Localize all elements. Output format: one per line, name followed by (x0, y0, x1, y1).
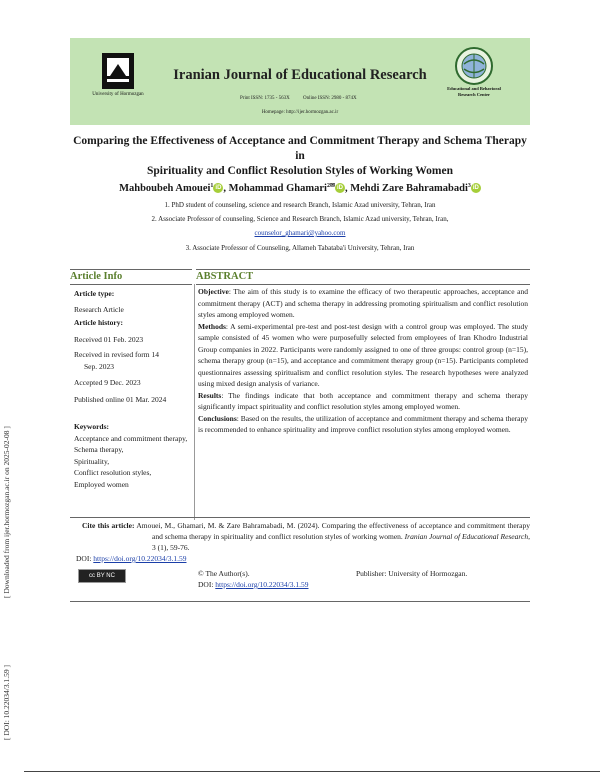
orcid-icon[interactable]: iD (472, 185, 479, 191)
center-name-line1: Educational and Behavioral (447, 86, 501, 91)
citation-text: Cite this article: Amouei, M., Ghamari, M. & Zare Bahramabadi, M. (2024). Comparing the effectiveness of acceptance and commitment therapy and schema therapy in spirituality and conflict resolution styles of working women. Iranian Journal of Educational Research, 3 (1), 59-76. (82, 521, 530, 552)
university-name: University of Hormozgan (92, 92, 144, 97)
keyword-item: Conflict resolution styles, (74, 468, 152, 477)
journal-header (70, 38, 530, 125)
citation-doi: DOI: https://doi.org/10.22034/3.1.59 (76, 554, 187, 563)
license-doi: DOI: https://doi.org/10.22034/3.1.59 (198, 580, 309, 589)
article-info-heading: Article Info (70, 269, 192, 285)
doi-link[interactable]: https://doi.org/10.22034/3.1.59 (215, 580, 309, 589)
issn-line (240, 96, 369, 101)
keyword-item: Employed women (74, 479, 129, 489)
publisher-note: Publisher: University of Hormozgan. (356, 569, 468, 578)
orcid-icon[interactable]: iD (336, 185, 343, 191)
research-center-logo (446, 46, 502, 98)
objective-paragraph: Objective: The aim of this study is to examine the efficacy of two therapeutic approaches, acceptance and commitment therapy (ACT) and schema therapy in addressing promoting spiritualism and conflict resolution styles among employed women. (198, 287, 528, 319)
results-paragraph: Results: The findings indicate that both acceptance and commitment therapy and schema therapy significantly impact spirituality and conflict resolution styles among employed women. (198, 390, 528, 411)
author-name: Mahboubeh Amouei (119, 183, 211, 194)
methods-paragraph: Methods: A semi-experimental pre-test and post-test design with a control group was employed. The study sample consisted of 45 women who were purposefully selected from employees of Iran Khodro Industrial Group companies in 2022. Participants were randomly assigned to one of three groups: control group (n=15), schema therapy group (n=15), and acceptance and commitment therapy group (n=15). Participants completed questionnaires assessing spiritualism and conflict resolution styles. The research hypotheses were analyzed using mixed design analysis of variance. (198, 321, 528, 388)
journal-title: Iranian Journal of Educational Research (173, 67, 427, 83)
journal-homepage[interactable]: Homepage: http://ijer.hormozgan.ac.ir (261, 110, 339, 115)
side-doi-note: [ DOI: 10.22034/3.1.59 ] (2, 665, 11, 740)
keyword-item: Spirituality, (74, 456, 110, 466)
author-name: Mehdi Zare Bahramabadi (350, 183, 468, 194)
author-sup: 2✉ (326, 183, 335, 189)
author-name: Mohammad Ghamari (228, 183, 327, 194)
cc-license-badge[interactable]: cc BY NC (78, 569, 126, 583)
author-sup: 1 (210, 183, 214, 189)
title-line-1: Comparing the Effectiveness of Acceptance and Commitment Therapy and Schema Therapy in (73, 135, 527, 162)
citation-box (70, 517, 530, 602)
globe-emblem-icon (454, 46, 494, 86)
corresponding-email-link[interactable]: counselor_ghamari@yahoo.com (254, 229, 346, 237)
affiliation-2-email-row (0, 229, 600, 237)
accepted-date: Accepted 9 Dec. 2023 (74, 378, 141, 387)
received-date: Received 01 Feb. 2023 (74, 334, 144, 344)
revised-date-1: Received in revised form 14 (74, 350, 159, 359)
online-issn: Online ISSN: 2980 - 874X (302, 96, 357, 101)
affiliation-3: 3. Associate Professor of Counseling, Allameh Tabataba'i University, Tehran, Iran (185, 244, 415, 252)
published-date: Published online 01 Mar. 2024 (74, 394, 167, 404)
keyword-item: Schema therapy, (74, 445, 124, 454)
abstract-heading: ABSTRACT (196, 269, 530, 285)
column-divider (194, 284, 195, 520)
article-history-label: Article history: (74, 318, 123, 327)
article-info-panel (74, 288, 192, 490)
abstract-body (198, 286, 528, 436)
university-logo (88, 52, 148, 97)
article-type-value: Research Article (74, 304, 124, 314)
footer-rule (24, 771, 600, 772)
author-sup: 3 (467, 183, 471, 189)
revised-date-2: Sep. 2023 (84, 361, 114, 371)
university-emblem-icon (101, 52, 135, 90)
orcid-icon[interactable]: iD (215, 185, 222, 191)
affiliation-1: 1. PhD student of counseling, science and research Branch, Islamic Azad university, Tehran, Iran (164, 201, 436, 209)
article-type-label: Article type: (74, 289, 115, 298)
keywords-label: Keywords: (74, 422, 109, 431)
copyright-note: © The Author(s). (198, 569, 250, 578)
keyword-item: Acceptance and commitment therapy, (74, 433, 188, 443)
doi-link[interactable]: https://doi.org/10.22034/3.1.59 (93, 554, 187, 563)
article-title (70, 134, 530, 179)
affiliation-2: 2. Associate Professor of counseling, Science and Research Branch, Islamic Azad university, Tehran, Iran, (151, 215, 449, 223)
conclusions-paragraph: Conclusions: Based on the results, the utilization of acceptance and commitment therapy and schema therapy is recommended to enhance spirituality and improve conflict resolution styles among employed women. (198, 413, 528, 434)
title-line-2: Spirituality and Conflict Resolution Styles of Working Women (147, 165, 453, 177)
author-list: Mahboubeh Amouei$^1$ iD , Mohammad Ghamari$^{2✉}$ iD , Mehdi Zare Bahramabadi$^3$ iD (119, 183, 479, 194)
center-name-line2: Research Center (457, 92, 491, 97)
download-note: [ Downloaded from ijer.hormozgan.ac.ir on 2025-02-08 ] (2, 426, 11, 598)
print-issn: Print ISSN: 1735 - 563X (240, 96, 290, 101)
